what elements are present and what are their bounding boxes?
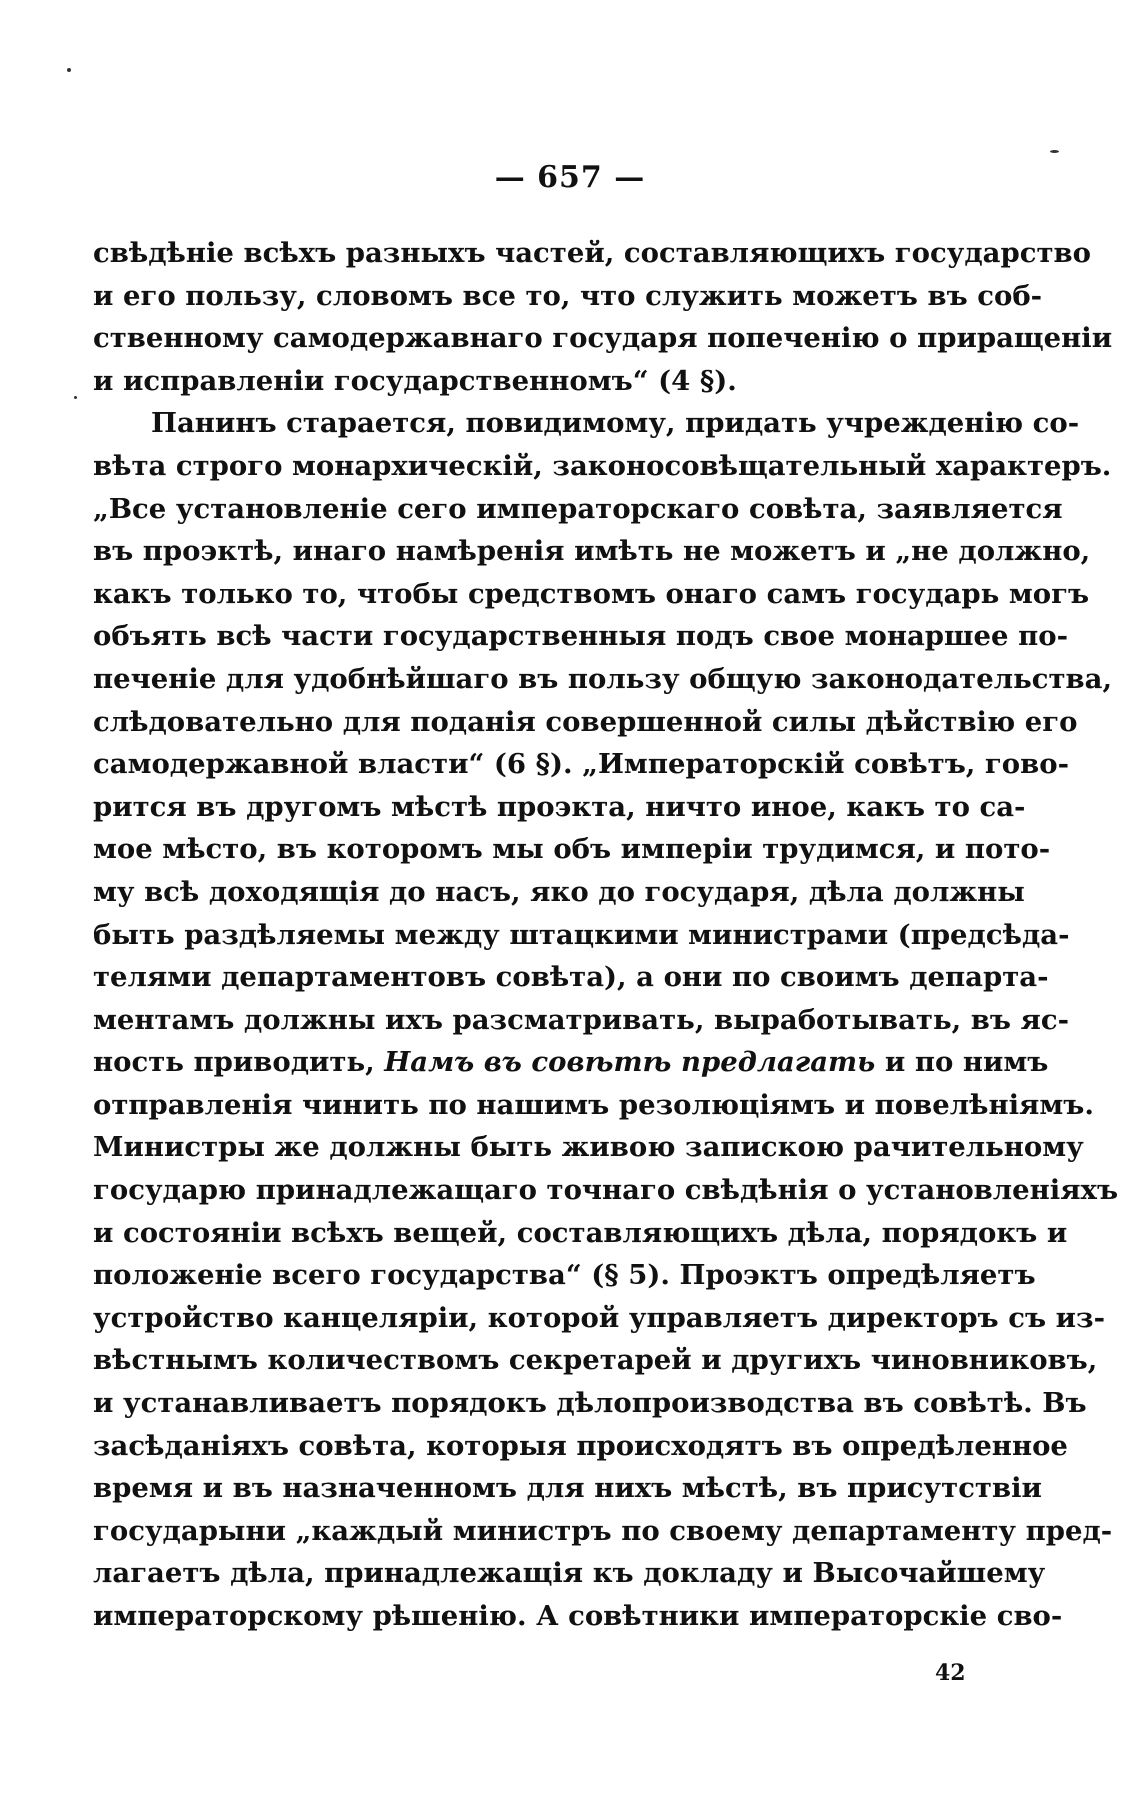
scan-speck: [67, 68, 71, 72]
text-line: положеніе всего государства“ (§ 5). Проэктъ опредѣляетъ: [93, 1259, 1036, 1292]
signature-mark: 42: [935, 1660, 966, 1686]
text-line: императорскому рѣшенію. А совѣтники императорскіе сво-: [93, 1600, 1063, 1632]
text-line: объять всѣ части государственныя подъ свое монаршее по-: [93, 620, 1069, 653]
text-line: засѣданіяхъ совѣта, которыя происходятъ въ опредѣленное: [93, 1429, 1068, 1462]
text-line: устройство канцеляріи, которой управляетъ директоръ съ из-: [93, 1301, 1105, 1334]
text-line: ственному самодержавнаго государя попеченію о приращеніи: [93, 322, 1113, 355]
page-number-header: — 657 —: [494, 160, 646, 195]
text-line: му всѣ доходящія до насъ, яко до государя, дѣла должны: [93, 875, 1025, 908]
text-line: рится въ другомъ мѣстѣ проэкта, ничто иное, какъ то са-: [93, 790, 1026, 823]
text-line: быть раздѣляемы между штацкими министрами (предсѣда-: [93, 918, 1070, 951]
text-line: въ проэктѣ, инаго намѣренія имѣть не можетъ и „не должно,: [93, 535, 1091, 568]
text-line: и исправленіи государственномъ“ (4 §).: [93, 364, 737, 397]
italic-emphasis: Намъ въ совѣтѣ предлагать: [384, 1046, 876, 1079]
text-line: время и въ назначенномъ для нихъ мѣстѣ, въ присутствіи: [93, 1472, 1042, 1505]
text-line: и его пользу, словомъ все то, что служить можетъ въ соб-: [93, 279, 1043, 312]
text-line: Министры же должны быть живою запискою рачительному: [93, 1131, 1084, 1164]
text-line: государю принадлежащаго точнаго свѣдѣнія о установленіяхъ: [93, 1174, 1119, 1207]
text-line: свѣдѣніе всѣхъ разныхъ частей, составляющихъ государство: [93, 237, 1091, 269]
text-segment: ность приводить,: [93, 1046, 375, 1079]
text-line: телями департаментовъ совѣта), а они по своимъ департа-: [93, 961, 1049, 994]
body-text: [93, 232, 1119, 1638]
text-segment: и по нимъ: [884, 1046, 1049, 1079]
scan-speck: [74, 396, 77, 399]
text-line: и состояніи всѣхъ вещей, составляющихъ дѣла, порядокъ и: [93, 1216, 1068, 1249]
text-line: отправленія чинить по нашимъ резолюціямъ и повелѣніямъ.: [93, 1088, 1094, 1121]
scan-speck: [1050, 150, 1059, 153]
text-line: лагаетъ дѣла, принадлежащія къ докладу и Высочайшему: [93, 1557, 1046, 1590]
text-line: ментамъ должны ихъ разсматривать, выработывать, въ яс-: [93, 1003, 1070, 1036]
text-line: „Все установленіе сего императорскаго совѣта, заявляется: [93, 492, 1063, 525]
text-line: какъ только то, чтобы средствомъ онаго самъ государь могъ: [93, 577, 1090, 610]
text-line: слѣдовательно для поданія совершенной силы дѣйствію его: [93, 705, 1078, 738]
paragraph-start-line: Панинъ старается, повидимому, придать учрежденію со-: [151, 407, 1080, 440]
text-line: печеніе для удобнѣйшаго въ пользу общую законодательства,: [93, 662, 1113, 695]
text-line: мое мѣсто, въ которомъ мы объ имперіи трудимся, и пото-: [93, 833, 1051, 866]
text-line: государыни „каждый министръ по своему департаменту пред-: [93, 1514, 1113, 1547]
text-line-with-italic: [93, 1041, 1049, 1084]
text-line: вѣта строго монархическій, законосовѣщательный характеръ.: [93, 449, 1112, 482]
text-line: и устанавливаетъ порядокъ дѣлопроизводства въ совѣтѣ. Въ: [93, 1387, 1087, 1420]
text-line: вѣстнымъ количествомъ секретарей и другихъ чиновниковъ,: [93, 1344, 1098, 1377]
text-line: самодержавной власти“ (6 §). „Императорскій совѣтъ, гово-: [93, 748, 1069, 781]
